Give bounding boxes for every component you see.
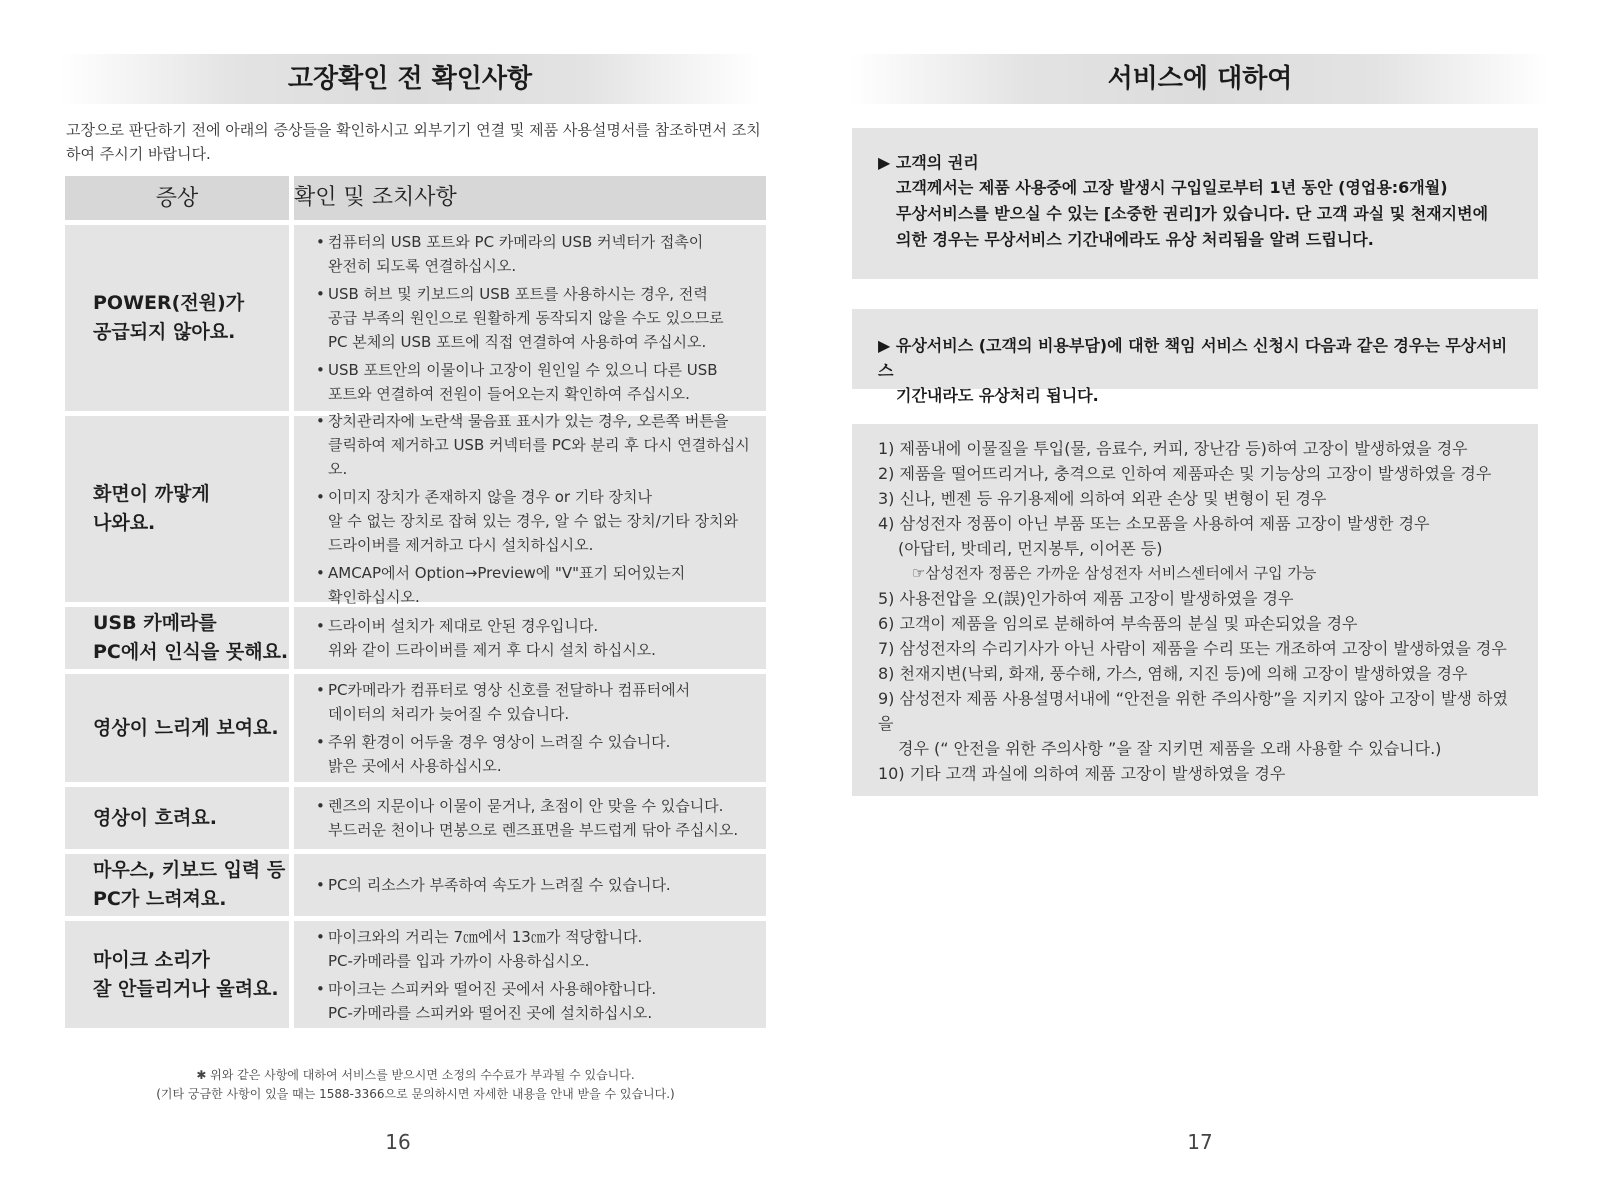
action-text: 장치관리자에 노란색 물음표 표시가 있는 경우, 오른쪽 버튼을 클릭하여 제거하고 USB 커넥터를 PC와 분리 후 다시 연결하십시오. <box>328 412 750 478</box>
troubleshooting-table <box>65 176 766 1033</box>
bullet-icon: • <box>316 797 325 815</box>
table-row <box>65 787 766 849</box>
action-cell <box>294 787 766 849</box>
action-text: USB 허브 및 키보드의 USB 포트를 사용하시는 경우, 전력 공급 부족의 원인으로 원활하게 동작되지 않을 수도 있으므로 PC 본체의 USB 포트에 직접 연결하여 사용하여 주십시오. <box>328 285 724 351</box>
symptom-cell: 영상이 흐려요. <box>65 787 289 849</box>
action-text: 마이크와의 거리는 7㎝에서 13㎝가 적당합니다. PC-카메라를 입과 가까이 사용하십시오. <box>328 927 643 970</box>
intro-text: 고장으로 판단하기 전에 아래의 증상들을 확인하시고 외부기기 연결 및 제품 사용설명서를 참조하면서 조치하여 주시기 바랍니다. <box>66 121 761 163</box>
action-bullet <box>316 678 752 726</box>
header-action: 확인 및 조치사항 <box>294 176 766 220</box>
bullet-icon: • <box>316 617 325 635</box>
list-item-sub: 경우 (“ 안전을 위한 주의사항 ”을 잘 지키면 제품을 오래 사용할 수 있습니다.) <box>898 739 1442 758</box>
action-text: 컴퓨터의 USB 포트와 PC 카메라의 USB 커넥터가 접촉이 완전히 되도록 연결하십시오. <box>328 233 704 275</box>
symptom-cell: POWER(전원)가 공급되지 않아요. <box>65 225 289 411</box>
footnote-line-1: ✱ 위와 같은 사항에 대하여 서비스를 받으시면 소정의 수수료가 부과될 수 있습니다. <box>196 1068 635 1082</box>
table-row <box>65 854 766 916</box>
action-text: 드라이버 설치가 제대로 안된 경우입니다. 위와 같이 드라이버를 제거 후 다시 설치 하십시오. <box>328 617 656 659</box>
action-bullet <box>316 282 752 354</box>
list-item: 10) 기타 고객 과실에 의하여 제품 고장이 발생하였을 경우 <box>878 764 1286 783</box>
symptom-cell: 마이크 소리가 잘 안들리거나 울려요. <box>65 921 289 1028</box>
page-title: 고장확인 전 확인사항 <box>60 54 760 104</box>
table-row <box>65 921 766 1028</box>
action-bullet <box>316 409 752 481</box>
bullet-icon: • <box>316 681 325 699</box>
action-bullet <box>316 358 752 406</box>
paid-service-box <box>852 309 1538 405</box>
paid-service-title: ▶ 유상서비스 (고객의 비용부담)에 대한 책임 서비스 신청시 다음과 같은 경우는 무상서비스 <box>878 336 1508 380</box>
paid-cases-box <box>852 424 1538 796</box>
action-text: 이미지 장치가 존재하지 않을 경우 or 기타 장치나 알 수 없는 장치로 잡혀 있는 경우, 알 수 없는 장치/기타 장치와 드라이버를 제거하고 다시 설치하십시오. <box>328 488 739 554</box>
action-bullet <box>316 730 752 778</box>
action-text: 마이크는 스피커와 떨어진 곳에서 사용해야합니다. PC-카메라를 스피커와 떨어진 곳에 설치하십시오. <box>328 979 657 1022</box>
bullet-icon: • <box>316 361 325 379</box>
action-cell <box>294 225 766 411</box>
action-text: 주위 환경이 어두울 경우 영상이 느려질 수 있습니다. 밝은 곳에서 사용하십시오. <box>328 733 671 775</box>
list-item: 2) 제품을 떨어뜨리거나, 충격으로 인하여 제품파손 및 기능상의 고장이 발생하였을 경우 <box>878 464 1492 483</box>
action-cell <box>294 921 766 1028</box>
symptom-cell: USB 카메라를 PC에서 인식을 못해요. <box>65 607 289 669</box>
page-number: 16 <box>385 1130 411 1154</box>
paid-service-body: 기간내라도 유상처리 됩니다. <box>896 386 1099 405</box>
action-bullet <box>316 230 752 278</box>
footnote <box>65 1066 766 1104</box>
bullet-icon: • <box>316 233 325 251</box>
table-row <box>65 225 766 411</box>
list-item-sub: (아답터, 밧데리, 먼지봉투, 이어폰 등) <box>898 539 1163 558</box>
list-item: 8) 천재지변(낙뢰, 화재, 풍수해, 가스, 염해, 지진 등)에 의해 고장이 발생하였을 경우 <box>878 664 1468 683</box>
right-page <box>800 0 1600 1177</box>
action-text: USB 포트안의 이물이나 고장이 원인일 수 있으니 다른 USB 포트와 연결하여 전원이 들어오는지 확인하여 주십시오. <box>328 361 718 403</box>
table-row <box>65 412 766 606</box>
bullet-icon: • <box>316 412 325 430</box>
customer-rights-title: ▶ 고객의 권리 <box>878 153 979 172</box>
bullet-icon: • <box>316 285 325 303</box>
action-bullet <box>316 561 752 609</box>
list-item: 1) 제품내에 이물질을 투입(물, 음료수, 커피, 장난감 등)하여 고장이 발생하였을 경우 <box>878 439 1468 458</box>
action-text: 렌즈의 지문이나 이물이 묻거나, 초점이 안 맞을 수 있습니다. 부드러운 천이나 면봉으로 렌즈표면을 부드럽게 닦아 주십시오. <box>328 797 739 839</box>
bullet-icon: • <box>316 979 325 998</box>
page-number: 17 <box>1187 1130 1213 1154</box>
list-item: 7) 삼성전자의 수리기사가 아닌 사람이 제품을 수리 또는 개조하여 고장이 발생하였을 경우 <box>878 639 1507 658</box>
list-item: 4) 삼성전자 정품이 아닌 부품 또는 소모품을 사용하여 제품 고장이 발생한 경우 <box>878 514 1430 533</box>
action-bullet <box>316 485 752 557</box>
action-cell <box>294 607 766 669</box>
action-bullet <box>316 977 752 1025</box>
page-title: 서비스에 대하여 <box>850 54 1550 104</box>
bullet-icon: • <box>316 876 325 894</box>
bullet-icon: • <box>316 564 325 582</box>
action-bullet <box>316 794 752 842</box>
action-text: AMCAP에서 Option→Preview에 "V"표기 되어있는지 확인하십시오. <box>328 564 686 606</box>
action-bullet <box>316 873 752 897</box>
action-cell <box>294 412 766 606</box>
list-item: 9) 삼성전자 제품 사용설명서내에 “안전을 위한 주의사항”을 지키지 않아 고장이 발생 하였을 <box>878 689 1508 733</box>
table-header <box>65 176 766 220</box>
footnote-line-2: (기타 궁금한 사항이 있을 때는 1588-3366으로 문의하시면 자세한 내용을 안내 받을 수 있습니다.) <box>156 1087 675 1101</box>
symptom-cell: 화면이 까맣게 나와요. <box>65 416 289 602</box>
table-row <box>65 674 766 782</box>
list-item: 6) 고객이 제품을 임의로 분해하여 부속품의 분실 및 파손되었을 경우 <box>878 614 1358 633</box>
action-cell <box>294 674 766 782</box>
action-bullet <box>316 925 752 973</box>
bullet-icon: • <box>316 733 325 751</box>
customer-rights-body: 고객께서는 제품 사용중에 고장 발생시 구입일로부터 1년 동안 (영업용:6개월) 무상서비스를 받으실 수 있는 [소중한 권리]가 있습니다. 단 고객 과실 및 천재지변에 의한 경우는 무상서비스 기간내에라도 유상 처리됨을 알려 드립니다. <box>896 178 1489 249</box>
action-text: PC카메라가 컴퓨터로 영상 신호를 전달하나 컴퓨터에서 데이터의 처리가 늦어질 수 있습니다. <box>328 681 691 723</box>
header-symptom: 증상 <box>65 176 289 220</box>
bullet-icon: • <box>316 488 325 506</box>
action-bullet <box>316 614 752 662</box>
customer-rights-box <box>852 128 1538 279</box>
action-text: PC의 리소스가 부족하여 속도가 느려질 수 있습니다. <box>328 876 671 894</box>
action-cell <box>294 854 766 916</box>
bullet-icon: • <box>316 927 325 946</box>
list-item: 3) 신나, 벤젠 등 유기용제에 의하여 외관 손상 및 변형이 된 경우 <box>878 489 1327 508</box>
list-item-sub: ☞삼성전자 정품은 가까운 삼성전자 서비스센터에서 구입 가능 <box>912 564 1317 582</box>
table-row <box>65 607 766 669</box>
list-item: 5) 사용전압을 오(誤)인가하여 제품 고장이 발생하였을 경우 <box>878 589 1294 608</box>
symptom-cell: 영상이 느리게 보여요. <box>65 674 289 782</box>
symptom-cell: 마우스, 키보드 입력 등 PC가 느려져요. <box>65 854 289 916</box>
